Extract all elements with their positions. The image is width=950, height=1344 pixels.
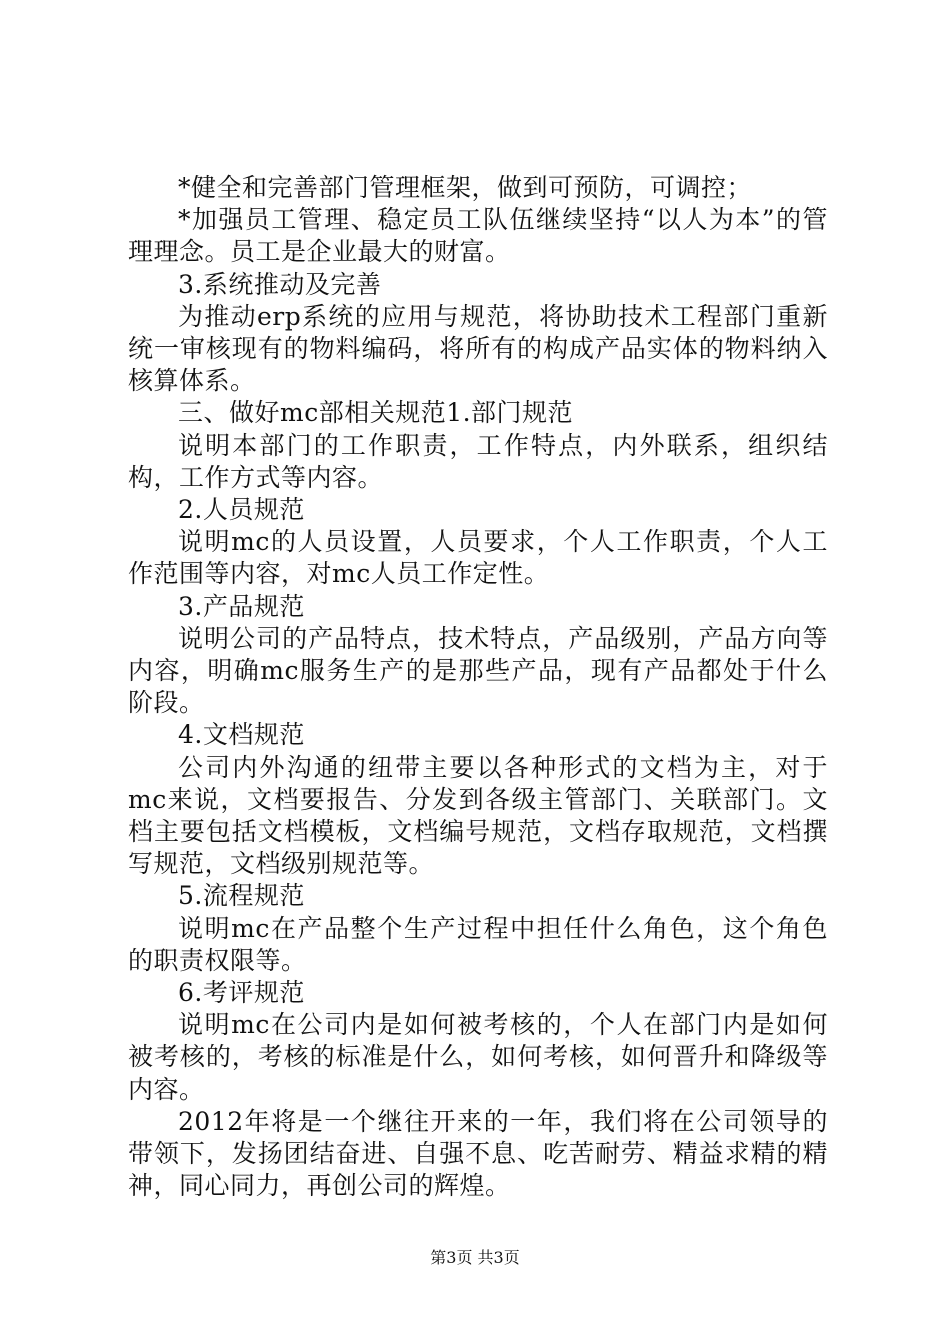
paragraph-personnel: 说明mc的人员设置，人员要求，个人工作职责，个人工作范围等内容，对mc人员工作定性。 [128,527,828,589]
heading-process: 5.流程规范 [178,881,305,911]
heading-product: 3.产品规范 [178,591,305,621]
document-body [128,172,828,1203]
heading-document: 4.文档规范 [178,720,305,750]
heading-system: 3.系统推动及完善 [178,269,382,299]
paragraph-department: 说明本部门的工作职责，工作特点，内外联系，组织结构，工作方式等内容。 [128,430,828,492]
paragraph-system: 为推动erp系统的应用与规范，将协助技术工程部门重新统一审核现有的物料编码，将所有的构成产品实体的物料纳入核算体系。 [128,301,828,396]
page-number-footer: 第3页 共3页 [430,1248,520,1267]
paragraph-document: 公司内外沟通的纽带主要以各种形式的文档为主，对于mc来说，文档要报告、分发到各级主管部门、关联部门。文档主要包括文档模板，文档编号规范，文档存取规范，文档撰写规范，文档级别规范等。 [128,752,828,879]
paragraph-process: 说明mc在产品整个生产过程中担任什么角色，这个角色的职责权限等。 [128,913,828,975]
paragraph-closing: 2012年将是一个继往开来的一年，我们将在公司领导的带领下，发扬团结奋进、自强不息、吃苦耐劳、精益求精的精神，同心同力，再创公司的辉煌。 [128,1106,828,1201]
paragraph-bullet-framework: *健全和完善部门管理框架，做到可预防，可调控； [178,173,753,202]
heading-evaluation: 6.考评规范 [178,978,305,1008]
paragraph-evaluation: 说明mc在公司内是如何被考核的，个人在部门内是如何被考核的，考核的标准是什么，如何考核，如何晋升和降级等内容。 [128,1010,828,1104]
heading-personnel: 2.人员规范 [178,495,305,525]
heading-section-three: 三、做好mc部相关规范1.部门规范 [178,398,574,428]
paragraph-product: 说明公司的产品特点，技术特点，产品级别，产品方向等内容，明确mc服务生产的是那些产品，现有产品都处于什么阶段。 [128,623,828,718]
paragraph-bullet-staff: *加强员工管理、稳定员工队伍继续坚持“以人为本”的管理理念。员工是企业最大的财富。 [128,205,828,267]
